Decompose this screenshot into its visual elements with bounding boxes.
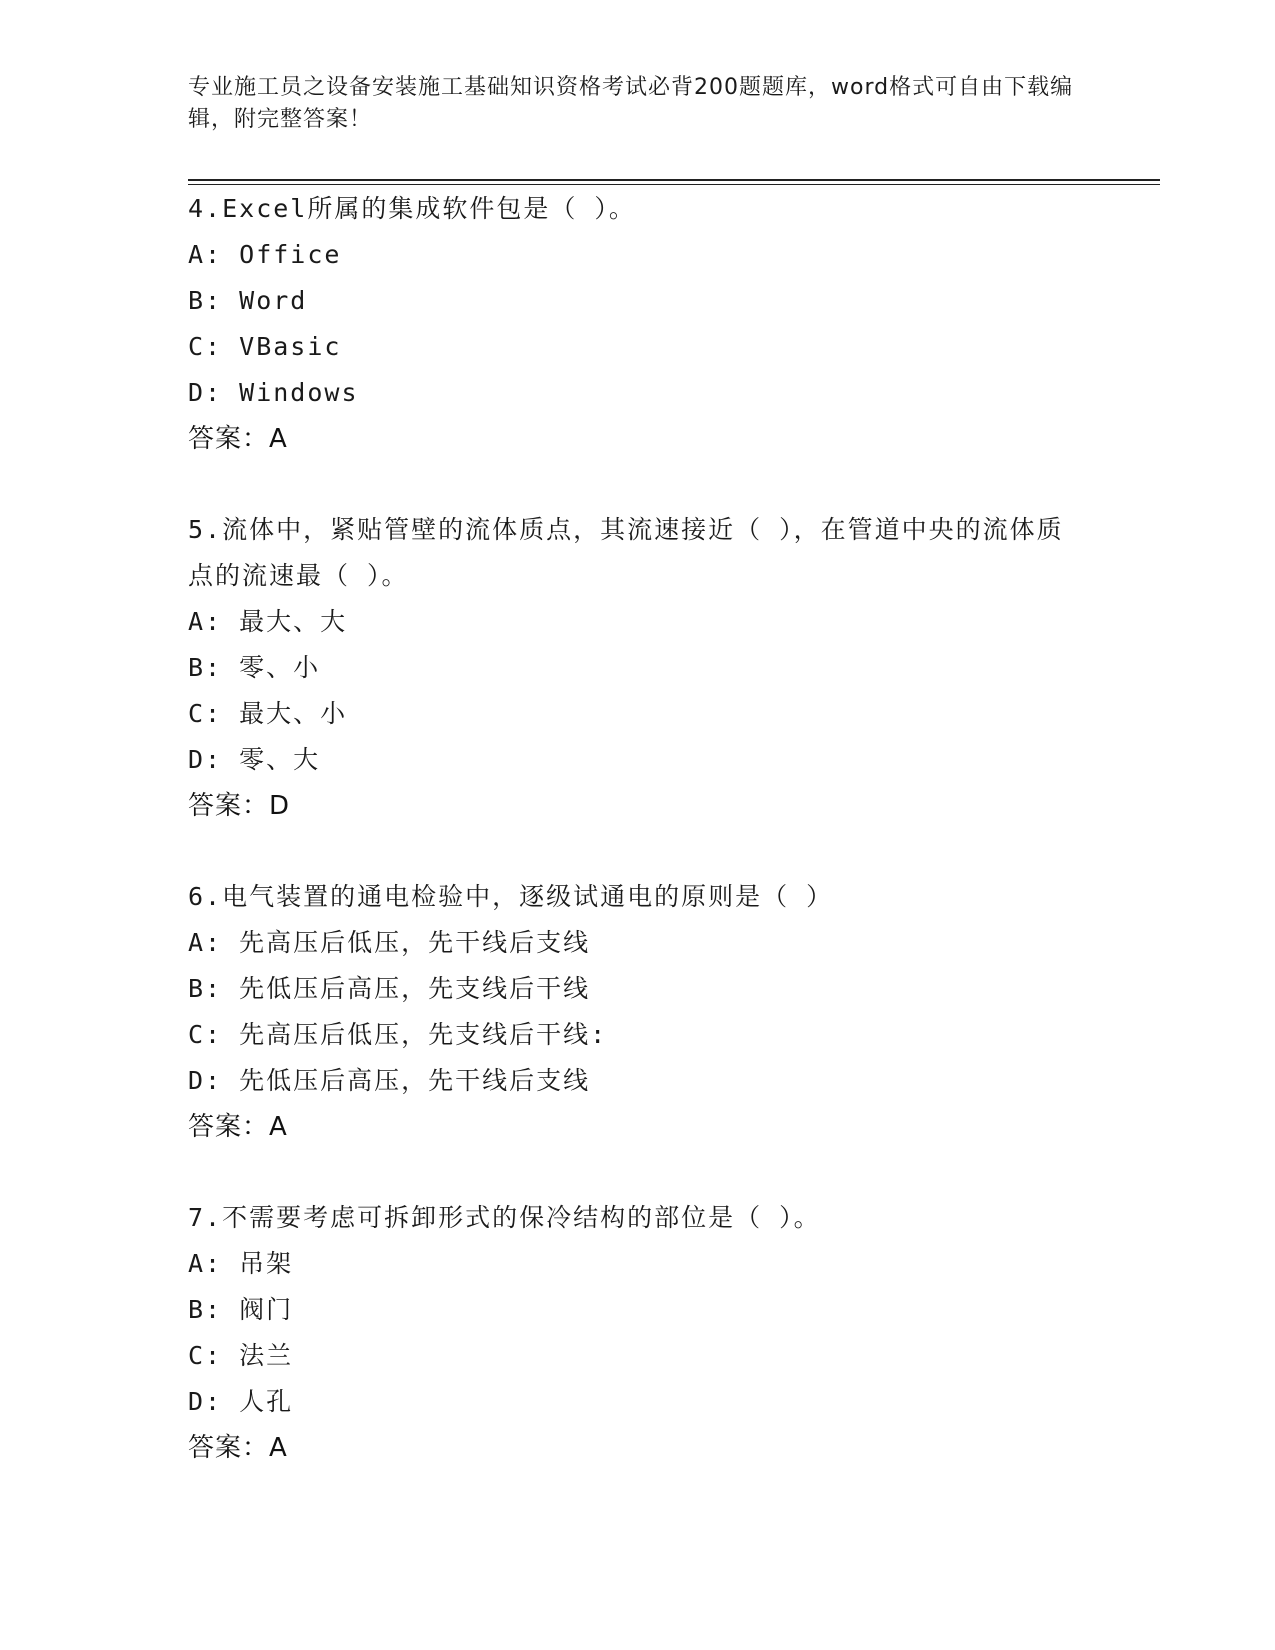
answer-line [188, 1425, 1088, 1471]
option-c: C: 先高压后低压，先支线后干线: [188, 1020, 608, 1049]
question-list [188, 186, 1088, 1516]
option-a: A: 先高压后低压，先干线后支线 [188, 928, 591, 957]
header-divider-thick [188, 179, 1160, 181]
question-stem: 5.流体中，紧贴管壁的流体质点，其流速接近（ ），在管道中央的流体质点的流速最（ ）。 [188, 515, 1064, 590]
option-d: D: 先低压后高压，先干线后支线 [188, 1066, 591, 1095]
option-a: A: Office [188, 240, 342, 269]
option-d: D: 零、大 [188, 745, 321, 774]
document-intro: 专业施工员之设备安装施工基础知识资格考试必背200题题库，word格式可自由下载编辑，附完整答案！ [188, 75, 1074, 132]
answer-line [188, 783, 1088, 829]
option-c: C: 法兰 [188, 1341, 294, 1370]
answer-value: A [269, 424, 288, 454]
option-a: A: 吊架 [188, 1249, 294, 1278]
option-c: C: VBasic [188, 332, 342, 361]
question-5 [188, 507, 1088, 829]
answer-line [188, 416, 1088, 462]
option-d: D: Windows [188, 378, 359, 407]
answer-value: A [269, 1433, 288, 1463]
answer-value: A [269, 1112, 288, 1142]
question-stem: 4.Excel所属的集成软件包是（ ）。 [188, 194, 636, 223]
option-c: C: 最大、小 [188, 699, 348, 728]
answer-label: 答案： [188, 1433, 270, 1463]
answer-value: D [269, 791, 291, 821]
option-b: B: 零、小 [188, 653, 321, 682]
option-d: D: 人孔 [188, 1387, 294, 1416]
question-7 [188, 1195, 1088, 1471]
question-4 [188, 186, 1088, 462]
header-divider-thin [188, 184, 1160, 185]
option-a: A: 最大、大 [188, 607, 348, 636]
answer-label: 答案： [188, 791, 270, 821]
question-6 [188, 874, 1088, 1150]
answer-label: 答案： [188, 1112, 270, 1142]
answer-line [188, 1104, 1088, 1150]
question-stem: 7.不需要考虑可拆卸形式的保冷结构的部位是（ ）。 [188, 1203, 821, 1232]
option-b: B: Word [188, 286, 308, 315]
option-b: B: 阀门 [188, 1295, 294, 1324]
option-b: B: 先低压后高压，先支线后干线 [188, 974, 591, 1003]
answer-label: 答案： [188, 424, 270, 454]
question-stem: 6.电气装置的通电检验中，逐级试通电的原则是（ ） [188, 882, 834, 911]
